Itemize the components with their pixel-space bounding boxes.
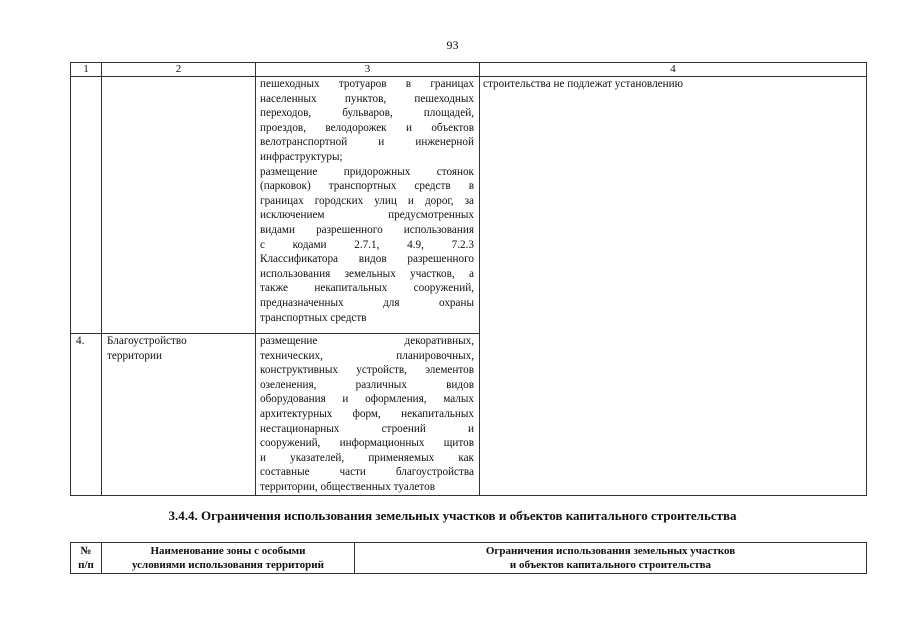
cell-name-empty (102, 77, 256, 334)
text-line: территории, общественных туалетов (260, 480, 436, 493)
text-line: размещение придорожных стоянок (260, 165, 474, 178)
zone-name-line-1: Благоустройство (107, 335, 187, 347)
zones-header-name-line-2: условиями использования территорий (132, 559, 324, 571)
permitted-use-table (70, 62, 867, 496)
zones-header-name (102, 543, 355, 574)
text-line: технических, планировочных, (260, 349, 474, 362)
zones-header-restrictions (355, 543, 867, 574)
text-line: предназначенных для охраны (260, 296, 474, 309)
text-line: велотранспортной и инженерной (260, 136, 474, 149)
text-line: сооружений, информационных щитов (260, 437, 474, 450)
zone-name (102, 334, 256, 496)
zones-header-number-line-2: п/п (78, 559, 94, 571)
text-line: пешеходных тротуаров в границах (260, 78, 474, 90)
text-line: транспортных средств (260, 311, 367, 324)
zones-header-row (71, 543, 867, 574)
text-line: видами разрешенного использования (260, 223, 474, 236)
zones-header-restrictions-line-2: и объектов капитального строительства (509, 559, 712, 571)
cell-permitted-uses (256, 77, 480, 334)
section-title: 3.4.4. Ограничения использования земельных участков и объектов капитального строительства (168, 508, 737, 523)
text-line: с кодами 2.7.1, 4.9, 7.2.3 (260, 238, 474, 251)
text-line: населенных пунктов, пешеходных (260, 92, 474, 105)
text-line: исключением предусмотренных (260, 209, 474, 222)
row-number: 4. (71, 334, 102, 496)
zones-header-number (71, 543, 102, 574)
text-line: проездов, велодорожек и объектов (260, 121, 474, 134)
text-line: оборудования и оформления, малых (260, 393, 474, 406)
cell-landscaping-uses (256, 334, 480, 496)
text-line: Классификатора видов разрешенного (260, 253, 474, 266)
text-line: также некапитальных сооружений, (260, 282, 474, 295)
text-line: конструктивных устройств, элементов (260, 364, 474, 377)
header-cell-1: 1 (71, 63, 102, 77)
text-line: архитектурных форм, некапитальных (260, 407, 474, 420)
text-line: (парковок) транспортных средств в (260, 180, 474, 193)
text-line: нестационарных строений и (260, 422, 474, 435)
zones-header-number-line-1: № (80, 545, 92, 557)
text-line: составные части благоустройства (260, 466, 474, 479)
landscaping-uses-text (260, 334, 474, 495)
table-row-continued (71, 77, 867, 334)
zones-header-name-line-1: Наименование зоны с особыми (150, 545, 306, 557)
cell-number-empty (71, 77, 102, 334)
text-line: размещение декоративных, (260, 335, 474, 347)
header-cell-3: 3 (256, 63, 480, 77)
page-number: 93 (446, 38, 459, 52)
zone-name-line-2: территории (107, 349, 162, 362)
text-line: озеленения, различных видов (260, 378, 474, 391)
header-cell-4: 4 (480, 63, 867, 77)
text-line: переходов, бульваров, площадей, (260, 107, 474, 120)
header-cell-2: 2 (102, 63, 256, 77)
zones-header-restrictions-line-1: Ограничения использования земельных участков (485, 545, 736, 557)
cell-restrictions: строительства не подлежат установлению (480, 77, 867, 496)
text-line: инфраструктуры; (260, 150, 343, 163)
permitted-uses-text (260, 77, 474, 325)
text-line: и указателей, применяемых как (260, 451, 474, 464)
table-header-row (71, 63, 867, 77)
text-line: границах городских улиц и дорог, за (260, 194, 474, 207)
zones-restrictions-table (70, 542, 867, 574)
text-line: использования земельных участков, а (260, 267, 474, 280)
